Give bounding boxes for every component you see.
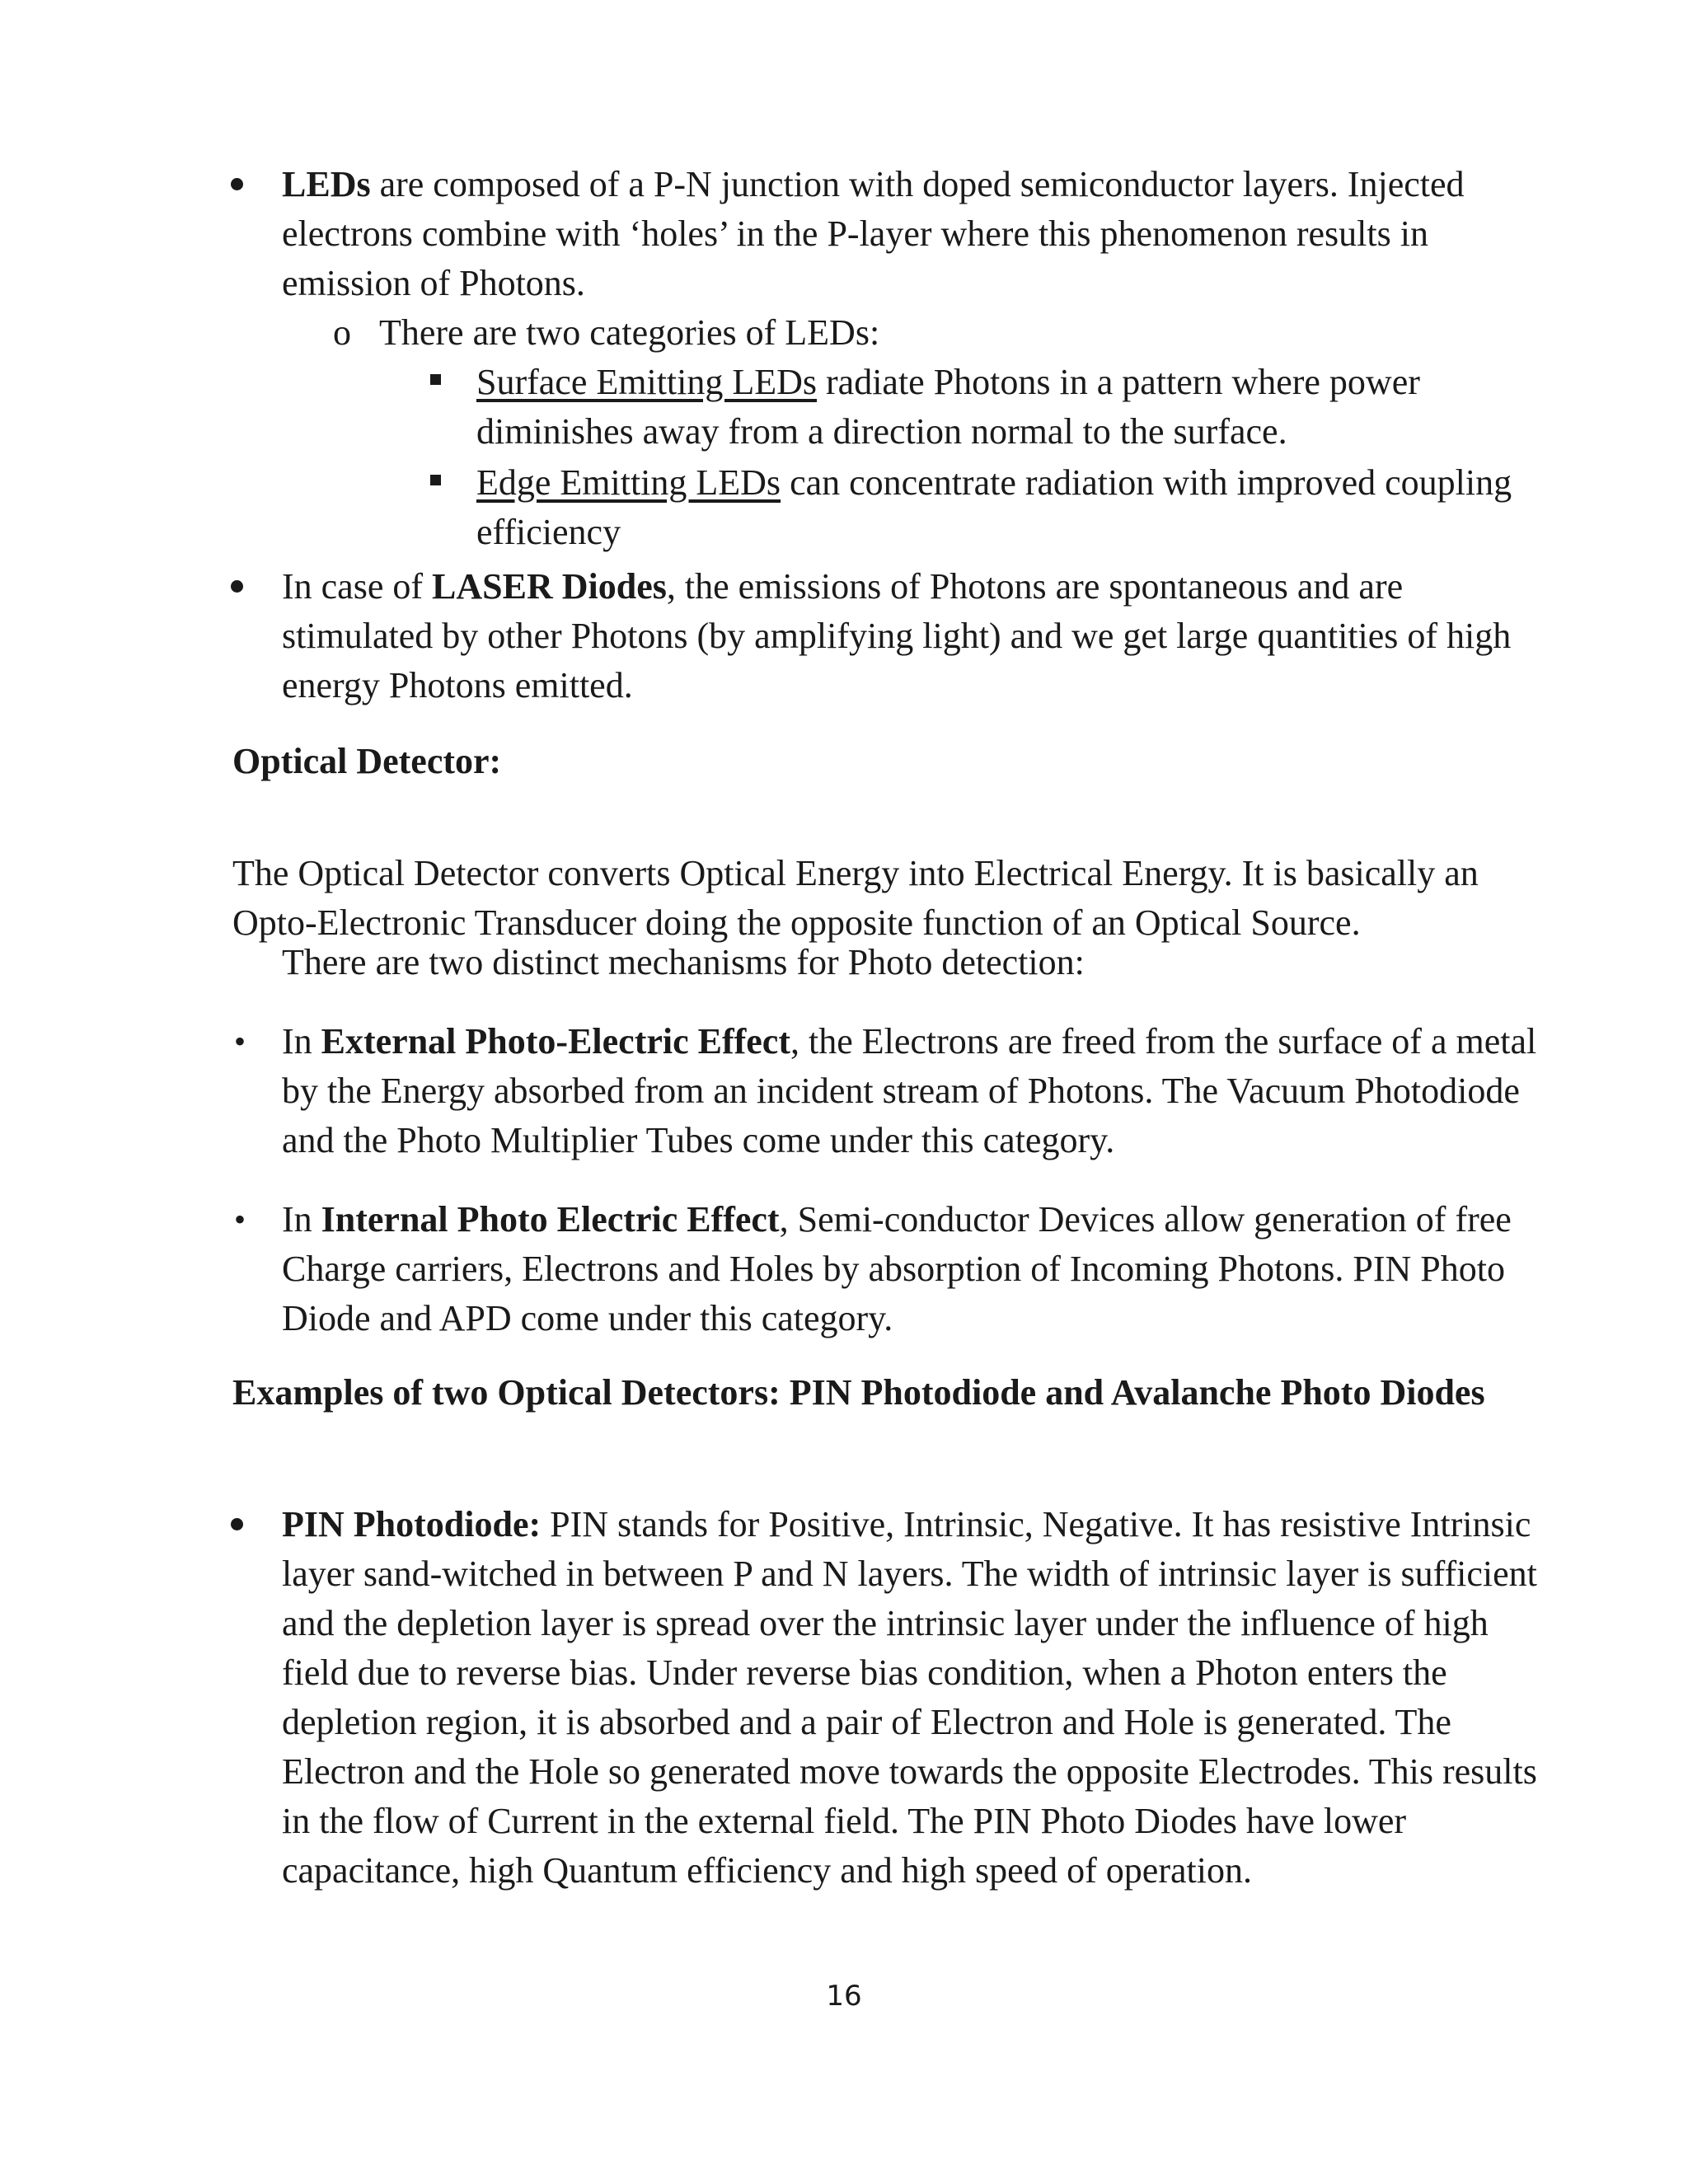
internal-effect-term: Internal Photo Electric Effect bbox=[321, 1199, 780, 1240]
internal-effect-description: , Semi-conductor Devices allow generation of free Charge carriers, Electrons and Holes by absorption of Incoming Photons. PIN Photo Diode and APD come under this category. bbox=[282, 1199, 1512, 1338]
pin-photodiode-paragraph bbox=[282, 1500, 1551, 1896]
led-categories-intro: There are two categories of LEDs: bbox=[379, 312, 880, 353]
pin-photodiode-term: PIN Photodiode: bbox=[282, 1504, 542, 1544]
leds-term: LEDs bbox=[282, 164, 371, 204]
bullet-disc bbox=[231, 562, 243, 612]
laser-paragraph bbox=[282, 562, 1551, 710]
bullet-dot: • bbox=[234, 1023, 246, 1060]
mechanisms-intro: There are two distinct mechanisms for Photo detection: bbox=[282, 942, 1085, 982]
edge-emitting-item bbox=[476, 458, 1548, 557]
leds-paragraph bbox=[282, 160, 1551, 308]
square-bullet bbox=[430, 475, 441, 485]
external-effect-lead: In bbox=[282, 1021, 321, 1062]
edge-emitting-text: can concentrate radiation with improved coupling efficiency bbox=[476, 462, 1512, 552]
laser-term: LASER Diodes bbox=[432, 566, 667, 607]
pin-photodiode-description: PIN stands for Positive, Intrinsic, Negative. It has resistive Intrinsic layer sand-witched in between P and N layers. The width of intrinsic layer is sufficient and the depletion layer is spread over the intrinsic layer under the influence of high field due to reverse bias. Under reverse bias condition, when a Photon enters the depletion region, it is absorbed and a pair of Electron and Hole is generated. The Electron and the Hole so generated move towards the opposite Electrodes. This results in the flow of Current in the external field. The PIN Photo Diodes have lower capacitance, high Quantum efficiency and high speed of operation. bbox=[282, 1504, 1537, 1891]
bullet-disc bbox=[231, 160, 243, 209]
surface-emitting-text: radiate Photons in a pattern where power diminishes away from a direction normal to the surface. bbox=[476, 362, 1420, 452]
section-heading-optical-detector: Optical Detector: bbox=[232, 741, 502, 781]
external-effect-paragraph bbox=[282, 1017, 1551, 1165]
square-bullet bbox=[430, 374, 441, 385]
edge-emitting-term: Edge Emitting LEDs bbox=[476, 462, 781, 503]
surface-emitting-term: Surface Emitting LEDs bbox=[476, 362, 818, 402]
leds-description: are composed of a P-N junction with doped semiconductor layers. Injected electrons combine with ‘holes’ in the P-layer where this phenomenon results in emission of Photons. bbox=[282, 164, 1465, 303]
surface-emitting-item bbox=[476, 358, 1548, 457]
page-number: 16 bbox=[826, 1980, 862, 2013]
section-heading-examples: Examples of two Optical Detectors: PIN Photodiode and Avalanche Photo Diodes bbox=[232, 1372, 1485, 1413]
optical-detector-paragraph: The Optical Detector converts Optical Energy into Electrical Energy. It is basically an Opto-Electronic Transducer doing the opposite function of an Optical Source. bbox=[232, 853, 1479, 943]
bullet-dot: • bbox=[234, 1201, 246, 1238]
laser-lead: In case of bbox=[282, 566, 433, 607]
external-effect-description: , the Electrons are freed from the surface of a metal by the Energy absorbed from an incident stream of Photons. The Vacuum Photodiode and the Photo Multiplier Tubes come under this category. bbox=[282, 1021, 1537, 1160]
external-effect-term: External Photo-Electric Effect bbox=[321, 1021, 790, 1062]
sub-bullet-marker: o bbox=[333, 312, 351, 353]
internal-effect-lead: In bbox=[282, 1199, 321, 1240]
bullet-disc bbox=[231, 1500, 243, 1549]
internal-effect-paragraph bbox=[282, 1195, 1551, 1343]
laser-description: , the emissions of Photons are spontaneous and are stimulated by other Photons (by amplifying light) and we get large quantities of high energy Photons emitted. bbox=[282, 566, 1512, 705]
